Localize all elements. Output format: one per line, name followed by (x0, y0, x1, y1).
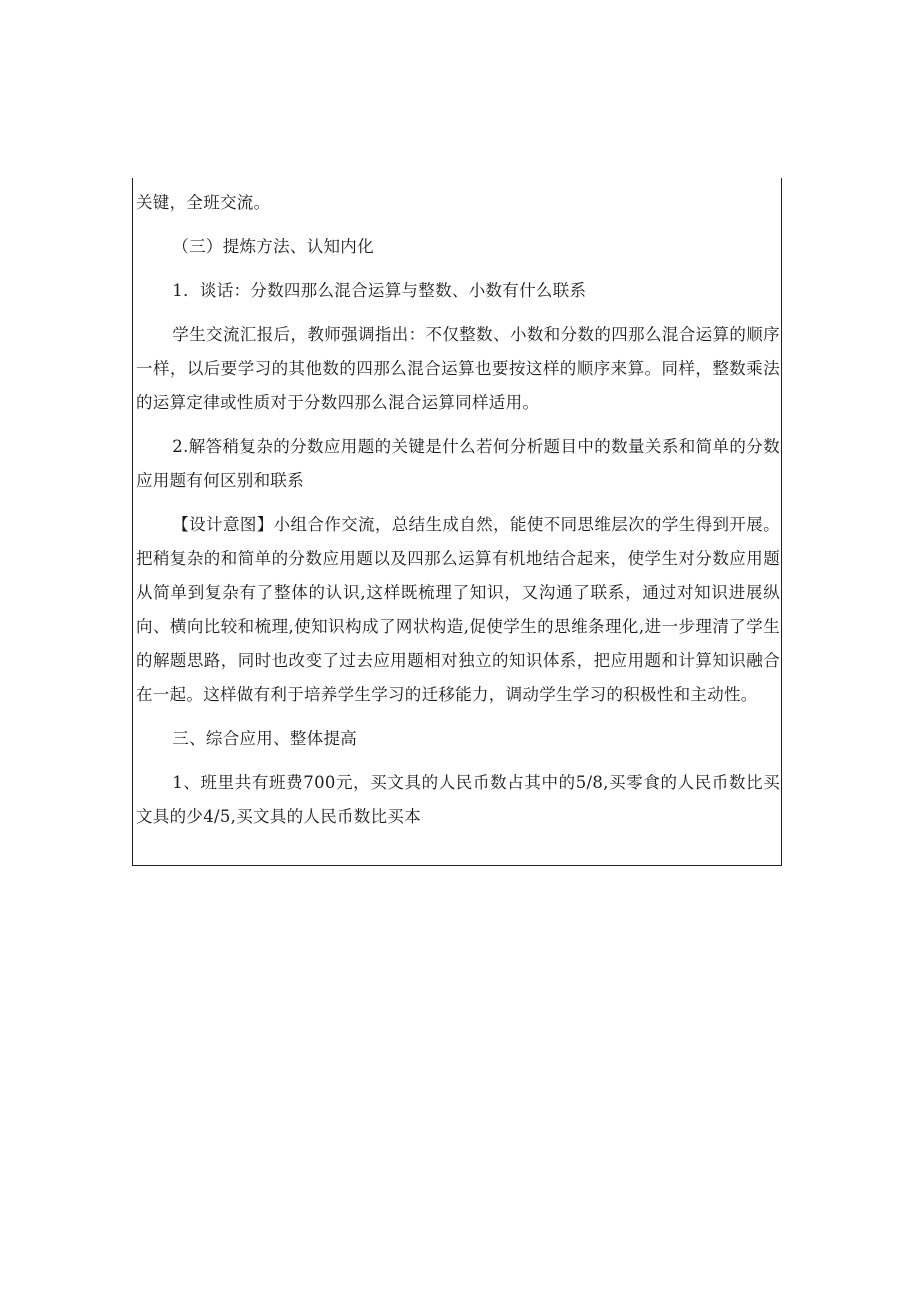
paragraph-continuation: 关键，全班交流。 (136, 193, 271, 212)
section-heading-refine-methods: （三）提炼方法、认知内化 (172, 237, 374, 256)
paragraph-design-intent: 【设计意图】小组合作交流，总结生成自然，能使不同思维层次的学生得到开展。把稍复杂的和简单的分数应用题以及四那么运算有机地结合起来，使学生对分数应用题从简单到复杂有了整体的认识,这样既梳理了知识，又沟通了联系，通过对知识进展纵向、横向比较和梳理,使知识构成了网状构造,促使学生的思维条理化,进一步理清了学生的解题思路，同时也改变了过去应用题相对独立的知识体系，把应用题和计算知识融合在一起。这样做有利于培养学生学习的迁移能力，调动学生学习的积极性和主动性。 (136, 515, 780, 704)
paragraph-teacher-summary: 学生交流汇报后，教师强调指出：不仅整数、小数和分数的四那么混合运算的顺序一样，以后要学习的其他数的四那么混合运算也要按这样的顺序来算。同样，整数乘法的运算定律或性质对于分数四那么混合运算同样适用。 (136, 325, 780, 412)
lesson-plan-text (136, 180, 780, 844)
paragraph-exercise-1: 1、班里共有班费700元，买文具的人民币数占其中的5/8,买零食的人民币数比买文具的少4/5,买文具的人民币数比买本 (136, 773, 780, 826)
section-heading-comprehensive-application: 三、综合应用、整体提高 (172, 729, 358, 748)
paragraph-discussion-2: 2.解答稍复杂的分数应用题的关键是什么若何分析题目中的数量关系和简单的分数应用题有何区别和联系 (136, 437, 780, 490)
paragraph-discussion-1: 1．谈话：分数四那么混合运算与整数、小数有什么联系 (172, 281, 587, 300)
